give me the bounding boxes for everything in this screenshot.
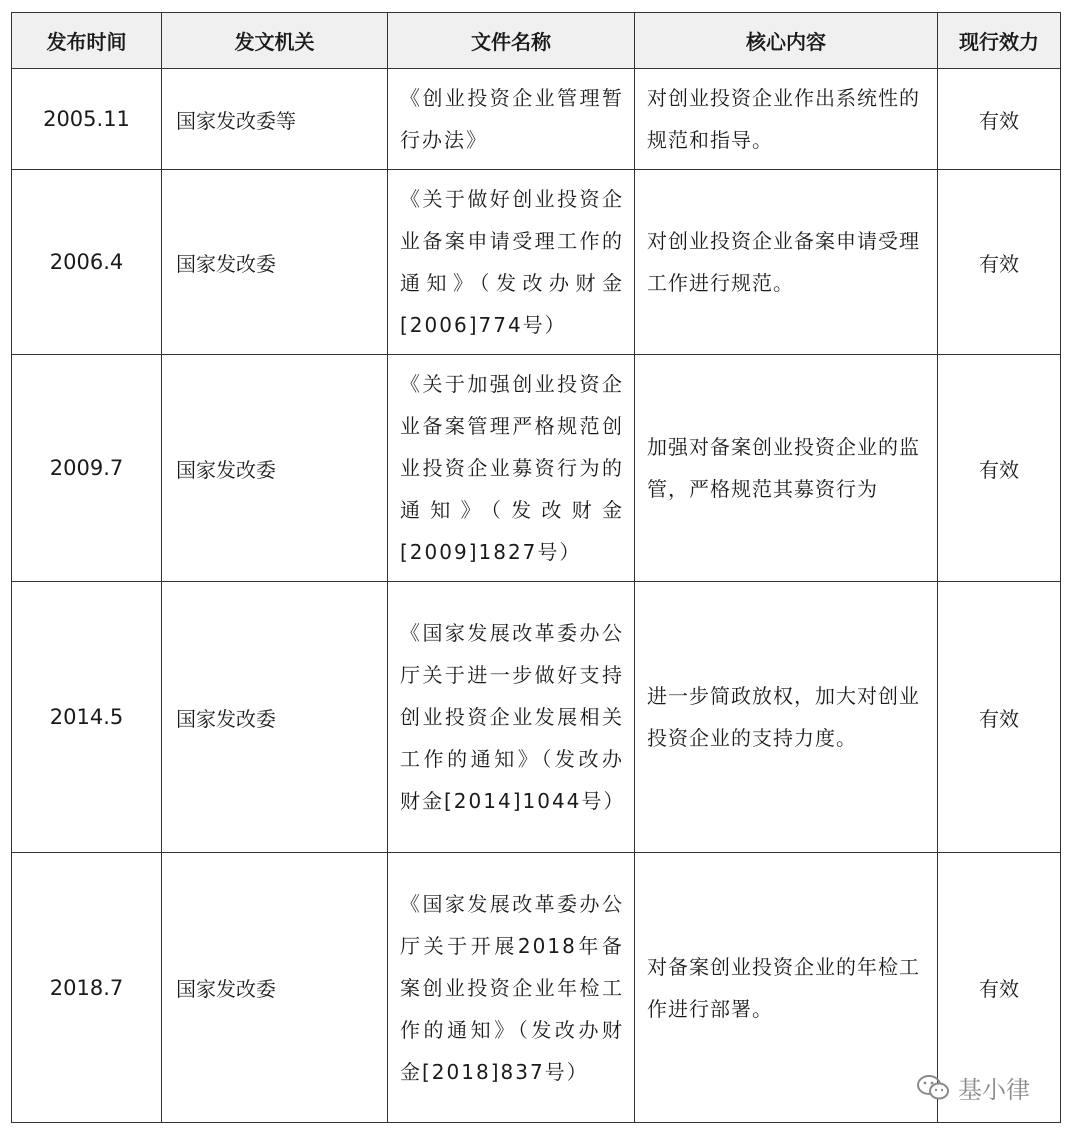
table-row — [12, 853, 1061, 1123]
watermark — [916, 1070, 1030, 1105]
cell-org: 国家发改委等 — [162, 69, 388, 170]
cell-effect: 有效 — [938, 853, 1061, 1123]
wechat-icon — [916, 1073, 952, 1103]
cell-effect: 有效 — [938, 582, 1061, 853]
cell-effect: 有效 — [938, 69, 1061, 170]
cell-org: 国家发改委 — [162, 170, 388, 355]
cell-core: 对创业投资企业作出系统性的规范和指导。 — [635, 69, 938, 170]
table-row — [12, 69, 1061, 170]
regulation-table — [11, 12, 1061, 1123]
header-row — [12, 13, 1061, 69]
table-row — [12, 582, 1061, 853]
cell-core: 对备案创业投资企业的年检工作进行部署。 — [635, 853, 938, 1123]
table-row — [12, 355, 1061, 582]
cell-date: 2014.5 — [12, 582, 162, 853]
watermark-text: 基小律 — [958, 1076, 1030, 1104]
cell-org: 国家发改委 — [162, 853, 388, 1123]
cell-file: 《国家发展改革委办公厅关于开展2018年备案创业投资企业年检工作的通知》（发改办财金[2018]837号） — [388, 853, 635, 1123]
cell-file: 《国家发展改革委办公厅关于进一步做好支持创业投资企业发展相关工作的通知》（发改办财金[2014]1044号） — [388, 582, 635, 853]
cell-core: 进一步简政放权，加大对创业投资企业的支持力度。 — [635, 582, 938, 853]
table-row — [12, 170, 1061, 355]
cell-effect: 有效 — [938, 170, 1061, 355]
cell-file: 《关于加强创业投资企业备案管理严格规范创业投资企业募资行为的通知》（发改财金[2009]1827号） — [388, 355, 635, 582]
cell-core: 对创业投资企业备案申请受理工作进行规范。 — [635, 170, 938, 355]
header-effect: 现行效力 — [938, 13, 1061, 69]
header-date: 发布时间 — [12, 13, 162, 69]
cell-org: 国家发改委 — [162, 355, 388, 582]
header-file: 文件名称 — [388, 13, 635, 69]
header-core: 核心内容 — [635, 13, 938, 69]
cell-date: 2006.4 — [12, 170, 162, 355]
cell-date: 2018.7 — [12, 853, 162, 1123]
cell-file: 《关于做好创业投资企业备案申请受理工作的通知》（发改办财金[2006]774号） — [388, 170, 635, 355]
cell-file: 《创业投资企业管理暂行办法》 — [388, 69, 635, 170]
cell-date: 2005.11 — [12, 69, 162, 170]
cell-date: 2009.7 — [12, 355, 162, 582]
cell-effect: 有效 — [938, 355, 1061, 582]
cell-org: 国家发改委 — [162, 582, 388, 853]
cell-core: 加强对备案创业投资企业的监管，严格规范其募资行为 — [635, 355, 938, 582]
header-org: 发文机关 — [162, 13, 388, 69]
